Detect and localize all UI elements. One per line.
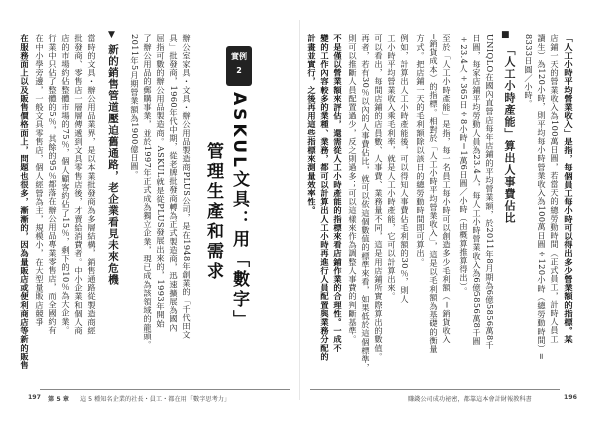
intro-line-1: 辦公室家具・文具・辦公用品製造商PLUS公司，是在1948年創業的「千代田文 — [182, 34, 192, 340]
case-badge-label: 實例 — [231, 52, 247, 61]
conclusion-line-2: 變的工作內容較多的業種、業務，都可以計算出人工小時再進行人員配置與業務分配的 — [320, 34, 330, 361]
section-line-4: 行業中只佔了整體的5％，其餘的95％都落在辦公用品專業零售店，而全國約有 — [48, 34, 58, 335]
intro-definition-line-4: 8333日圓／小時。 — [524, 34, 534, 109]
footer-chapter-title: 這 5 種知名企業的社長・員工・都在用「數字思考力」 — [80, 396, 231, 403]
triangle-marker-icon: ▼ — [108, 30, 115, 40]
case-badge-number: 2 — [236, 66, 242, 75]
intro-definition-line-3: 讀生）為120小時，則平均每小時營業收入為100萬日圓÷120小時（總勞動時間）= — [537, 34, 547, 361]
footer-book-title: 賺錢公司成功祕密，都靠這本會計財報教科書 — [408, 396, 532, 403]
section-line-1: 當時的文具・辦公用品業界，是以本業批發商為多層結構，銷售通路從製造商經 — [87, 34, 97, 335]
paragraph-4-line-1: 例如，計算出人工小時產能後，可以得知人事費佔毛利額的30％，則人 — [400, 34, 410, 304]
case-title-part-1: ASKUL文具：用「數字」 — [229, 92, 249, 330]
paragraph-4-line-2: 工小時平均營業收入乘毛利率，就是人工小時產能，它可以計算出來。 — [387, 34, 397, 301]
paragraph-2-line-3: ÷23.4人÷365日÷8小時＝1萬6日圓／小時（由概算推算得出）。 — [459, 34, 469, 296]
footer-rule — [310, 389, 560, 390]
intro-line-5: 2011年5月期營業額為1900億日圓。 — [130, 34, 140, 180]
section-line-2: 批發商、零售店一層層傳遞到文具零售店後，才賣給消費者。中小企業和個人商 — [74, 34, 84, 335]
paragraph-3-line-3: 方式。把店鋪一天的毛利額除以該日的總勞動時間即可算出。 — [416, 34, 426, 267]
section-line-5: 在中小學旁邊，一般文具零售店，個人經營為主，規模小，在大型量販店競爭 — [35, 34, 45, 327]
intro-line-3: 屈指可數的辦公用品製造商。ASKUL就是從PLUS發展出來的，1993年開始 — [156, 34, 166, 328]
paragraph-2-line-2: 日圓，每家店鋪平均勞動人員為23.4人，每人工小時營業收入為6億5856萬8千圓 — [472, 34, 482, 346]
paragraph-4-line-3: 可以看出，每間店鋪的店員數、人事費、業務量不同，這是用店鋪所實際算出的數值。 — [374, 34, 384, 361]
case-badge — [226, 46, 252, 86]
page-number-right: 196 — [564, 394, 577, 401]
paragraph-3-line-2: ─銷貨成本）的指標。相對於「人工小時平均營業收入」，這是以毛利額為基礎的衡量 — [429, 34, 439, 354]
conclusion-line-3: 計畫並實行，之後再用這些指標來測量效率性。 — [307, 34, 317, 215]
page-number-left: 197 — [28, 394, 41, 401]
section-heading: 「人工小時產能」算出人事費佔比 — [503, 44, 516, 224]
intro-definition-line-2: 店鋪一天的營業收入為100萬日圓，若當天的總勞動時間（正式員工，計時人員工 — [550, 34, 560, 344]
section-line-3: 店的市場約佔整體市場的75％，個人顧客約佔了15％，剩下的10％為大企業。 — [61, 34, 71, 335]
footer-chapter: 第 5 章 — [48, 396, 69, 403]
case-title-part-2: 管理生產和需求 — [203, 142, 223, 282]
right-page — [300, 0, 600, 429]
intro-definition-line-1: 「人工小時平均營業收入」是指，每個員工每小時可以得出多少營業額的指標。某 — [564, 34, 574, 344]
paragraph-3-line-1: 至於「人工小時產能」是指，每一名員工每小時可以創造多少毛利額（＝銷貨收入 — [442, 34, 452, 344]
paragraph-5-line-2: 則可以推斷人員配置過少，反之則過多；可以這樣來作為調整人事費的判斷基準。 — [348, 34, 358, 344]
intro-line-4: 了辦公用品的郵購事業，並於1997年正式成為獨立企業，現已成為該領域的龍頭。 — [143, 34, 153, 349]
section-line-6: 在服務面上以及販售價格面上，問題也很多，漸漸的，因為量販店或便利商店等新的販售 — [20, 34, 30, 370]
intro-line-2: 具」批發商，1960年代中期，從老牌批發商轉為正式製造商，迅速擴展為國內 — [169, 34, 179, 332]
section-heading: 新的銷售管道壓迫舊通路，老企業看見未來危機 — [107, 44, 119, 286]
section-marker-icon: ■ — [501, 30, 510, 40]
paragraph-5-line-1: 再者，若有30％以內的人事費佔比，就可以依這個數值的標準來看，如果低於這個標準， — [361, 34, 371, 373]
conclusion-line-1: 不是僅以營業額來評估，還需從人工小時產能的指標來看店鋪作業的合理性。一成不 — [333, 34, 343, 353]
footer-rule — [40, 389, 290, 390]
paragraph-2-line-1: UNIQLO在國內直營店每年店鋪的平均營業額，於2011年8月期為6億5856萬8千 — [485, 34, 495, 350]
